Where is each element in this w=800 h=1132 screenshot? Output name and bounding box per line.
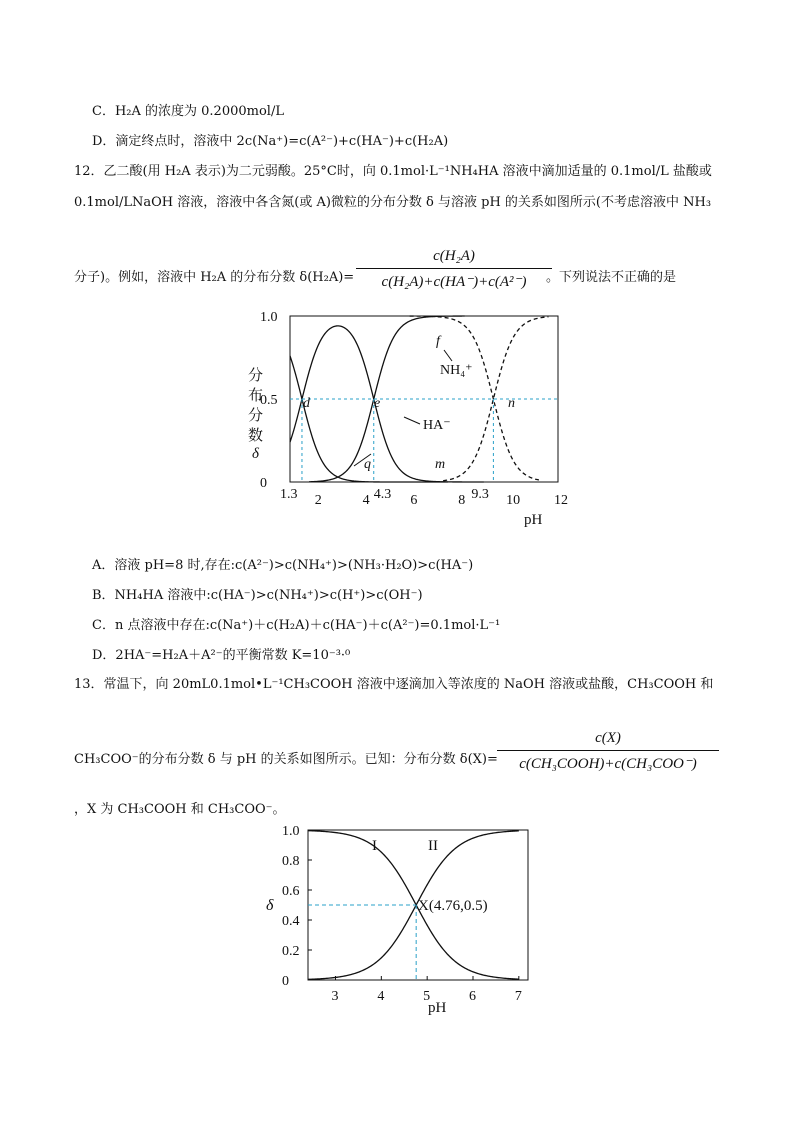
chart2-curve-label-i: I [372, 838, 377, 854]
chart2-ytick-label: 0.8 [282, 854, 300, 869]
chart2-ytick-label: 0.2 [282, 944, 300, 959]
chart2-ytick-label: 0.6 [282, 884, 300, 899]
q13-formula [497, 730, 719, 773]
chart2-ylabel: δ [266, 897, 274, 914]
chart1-label-ha: HA⁻ [423, 418, 451, 433]
q13-stem-line3: ，X 为 CH₃COOH 和 CH₃COO⁻。 [74, 802, 286, 817]
chart2-xtick-label: 4 [377, 989, 385, 1004]
q12-distribution-chart [228, 308, 588, 532]
q13-formula-numerator: c(X) [595, 730, 621, 746]
chart1-ytick-label: 1.0 [260, 310, 278, 325]
chart1-xlabel: pH [524, 512, 543, 528]
chart2-ytick-label: 1.0 [282, 824, 300, 839]
chart2-curve-label-ii: II [428, 838, 438, 854]
q13-formula-denominator: c(CH₃COOH)+c(CH₃COO⁻) [519, 756, 697, 772]
q12-option-d: D．2HA⁻=H₂A＋A²⁻的平衡常数 K=10⁻³·⁰ [92, 648, 351, 663]
chart1-xtick-label: 8 [458, 493, 466, 508]
chart1-xmark-label: 9.3 [471, 487, 489, 502]
chart1-ylabel-3: 分 [248, 406, 264, 424]
chart2-xlabel: pH [428, 1000, 447, 1016]
chart1-pointer-nh4 [444, 350, 452, 361]
q12-stem-line2: 0.1mol/LNaOH 溶液，溶液中各含氮(或 A)微粒的分布分数 δ 与溶液 pH 的关系如图所示(不考虑溶液中 NH₃ [74, 195, 712, 210]
chart1-ylabel-2: 布 [248, 386, 264, 404]
fraction-bar [356, 268, 552, 269]
chart1-point-m: m [435, 457, 446, 472]
chart1-pointer-ha [404, 417, 420, 424]
chart1-point-n: n [508, 396, 515, 411]
chart1-xmark-label: 1.3 [279, 487, 298, 502]
q12-formula-numerator: c(H₂A) [433, 248, 475, 264]
chart1-curve-ha [290, 326, 484, 482]
chart1-xtick-label: 6 [410, 493, 418, 508]
chart1-xtick-label: 10 [506, 493, 521, 508]
chart1-xmark-label: 4.3 [373, 487, 392, 502]
chart2-ytick-label: 0.4 [282, 914, 300, 929]
chart1-point-d: d [303, 396, 310, 411]
q13-distribution-chart [252, 820, 542, 1020]
q12-formula [356, 248, 552, 291]
q12-stem-line3b: 。下列说法不正确的是 [546, 270, 677, 285]
chart1-point-f: f [436, 334, 440, 349]
chart1-label-nh4: NH₄⁺ [440, 363, 473, 378]
chart1-ytick-label: 0 [260, 476, 267, 491]
chart2-xtick-label: 3 [331, 989, 339, 1004]
q12-option-a: A．溶液 pH=8 时,存在:c(A²⁻)>c(NH₄⁺)>(NH₃·H₂O)>c(HA⁻) [92, 558, 474, 573]
q11-option-c: C．H₂A 的浓度为 0.2000mol/L [92, 104, 284, 119]
chart1-curve-nh4 [410, 316, 539, 480]
chart2-xtick-label: 5 [423, 989, 431, 1004]
chart1-ylabel-delta: δ [252, 446, 259, 462]
q11-option-d: D．滴定终点时，溶液中 2c(Na⁺)=c(A²⁻)+c(HA⁻)+c(H₂A) [92, 134, 449, 149]
q12-formula-denominator: c(H₂A)+c(HA⁻)+c(A²⁻) [381, 274, 527, 290]
chart1-xtick-label: 2 [314, 493, 322, 508]
chart2-point-label: X(4.76,0.5) [418, 898, 488, 914]
q13-stem-line1: 13．常温下，向 20mL0.1mol•L⁻¹CH₃COOH 溶液中逐滴加入等浓度的 NaOH 溶液或盐酸，CH₃COOH 和 [74, 677, 714, 692]
chart2-xtick-label: 6 [469, 989, 476, 1004]
q13-stem-line2: CH₃COO⁻的分布分数 δ 与 pH 的关系如图所示。已知：分布分数 δ(X)= [74, 752, 498, 767]
chart2-xtick-label: 7 [514, 989, 522, 1004]
chart1-ylabel-1: 分 [248, 366, 264, 384]
q12-option-c: C．n 点溶液中存在:c(Na⁺)＋c(H₂A)＋c(HA⁻)＋c(A²⁻)=0.1mol·L⁻¹ [92, 618, 501, 633]
q12-option-b: B．NH₄HA 溶液中:c(HA⁻)>c(NH₄⁺)>c(H⁺)>c(OH⁻) [92, 588, 423, 603]
chart1-xtick-label: 12 [554, 493, 568, 508]
q12-stem-line3a: 分子)。例如，溶液中 H₂A 的分布分数 δ(H₂A)= [74, 270, 355, 285]
chart1-point-e: e [374, 396, 381, 411]
chart2-ytick-label: 0 [282, 974, 289, 989]
chart1-point-q: q [364, 457, 371, 472]
chart1-xtick-label: 4 [362, 493, 370, 508]
chart1-ylabel-4: 数 [248, 426, 264, 444]
q12-stem-line1: 12．乙二酸(用 H₂A 表示)为二元弱酸。25°C时，向 0.1mol·L⁻¹NH₄HA 溶液中滴加适量的 0.1mol/L 盐酸或 [74, 164, 712, 179]
chart1-ytick-label: 0.5 [260, 393, 278, 408]
fraction-bar [497, 750, 719, 751]
